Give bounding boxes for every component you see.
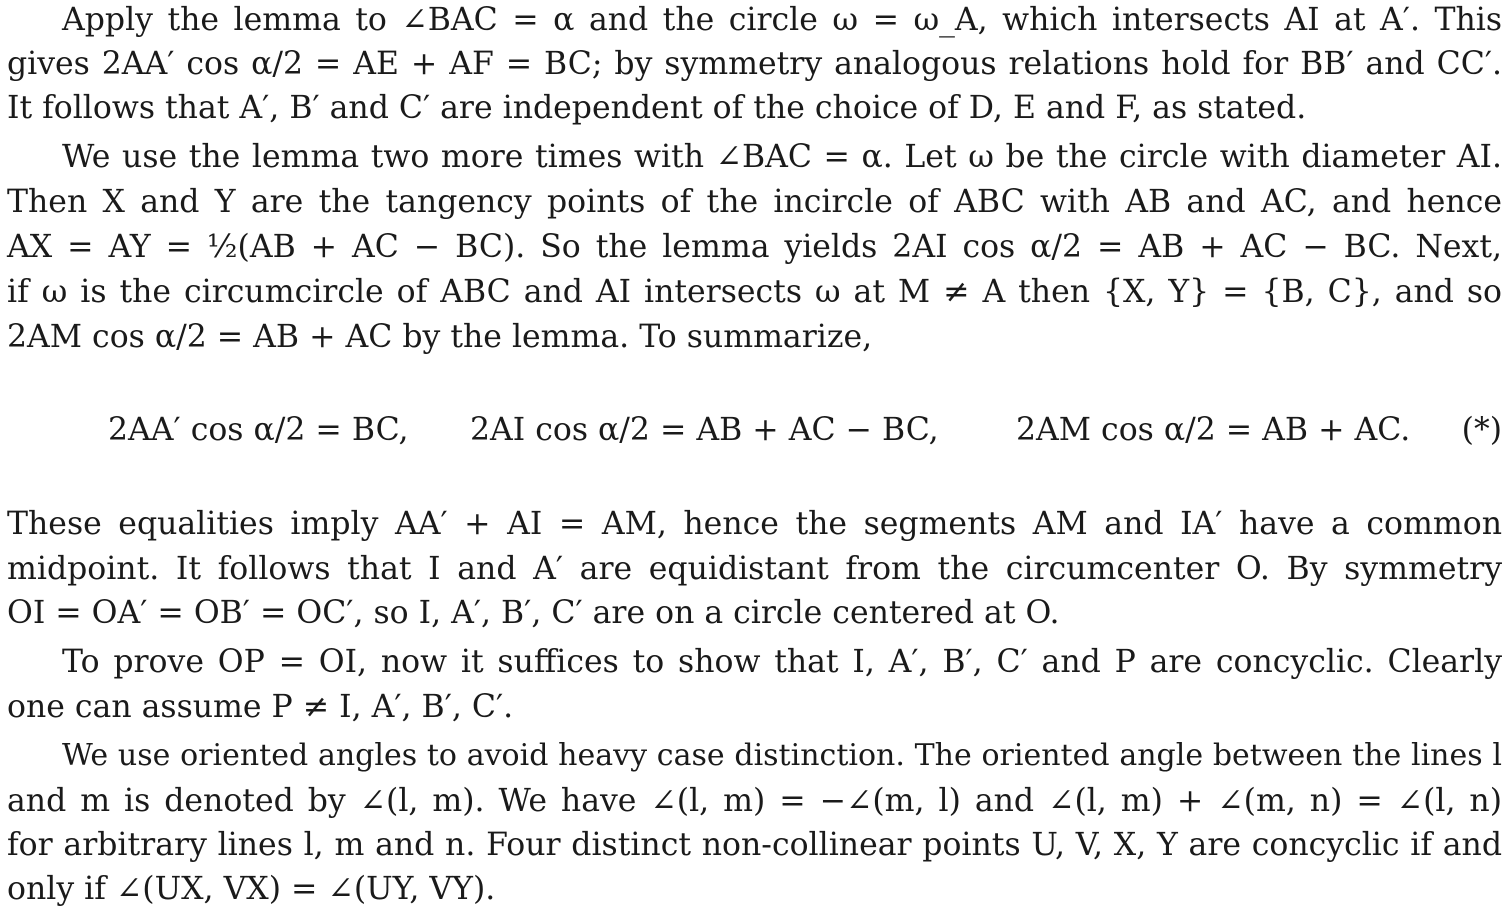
text-line: if ω is the circumcircle of ABC and AI intersects ω at M ≠ A then {X, Y} = {B, C}, and so <box>7 274 1502 310</box>
text-line: To prove OP = OI, now it suffices to show that I, A′, B′, C′ and P are concyclic. Clearly <box>62 644 1502 680</box>
text-line: 2AM cos α/2 = AB + AC by the lemma. To summarize, <box>7 319 873 355</box>
equation-part: 2AA′ cos α/2 = BC, <box>108 412 409 448</box>
text-line: for arbitrary lines l, m and n. Four distinct non-collinear points U, V, X, Y are concyclic if and <box>7 827 1502 863</box>
text-line: We use oriented angles to avoid heavy case distinction. The oriented angle between the lines l <box>62 738 1502 773</box>
display-equation <box>0 405 1509 455</box>
text-line: These equalities imply AA′ + AI = AM, hence the segments AM and IA′ have a common <box>7 506 1502 542</box>
text-line: It follows that A′, B′ and C′ are independent of the choice of D, E and F, as stated. <box>7 90 1307 126</box>
text-line: AX = AY = ½(AB + AC − BC). So the lemma yields 2AI cos α/2 = AB + AC − BC. Next, <box>7 229 1502 265</box>
equation-part: 2AM cos α/2 = AB + AC. <box>1016 412 1411 448</box>
text-line: We use the lemma two more times with ∠BAC = α. Let ω be the circle with diameter AI. <box>62 139 1502 175</box>
text-line: gives 2AA′ cos α/2 = AE + AF = BC; by symmetry analogous relations hold for BB′ and CC′. <box>7 46 1502 82</box>
text-line: one can assume P ≠ I, A′, B′, C′. <box>7 689 514 725</box>
equation-part: 2AI cos α/2 = AB + AC − BC, <box>470 412 939 448</box>
text-line: only if ∠(UX, VX) = ∠(UY, VY). <box>7 871 496 907</box>
text-line: Then X and Y are the tangency points of the incircle of ABC with AB and AC, and hence <box>7 184 1502 220</box>
equation-tag: (*) <box>1461 412 1502 448</box>
text-line: OI = OA′ = OB′ = OC′, so I, A′, B′, C′ are on a circle centered at O. <box>7 595 1060 631</box>
text-line: midpoint. It follows that I and A′ are equidistant from the circumcenter O. By symmetry <box>7 551 1502 587</box>
text-line: and m is denoted by ∠(l, m). We have ∠(l, m) = −∠(m, l) and ∠(l, m) + ∠(m, n) = ∠(l, n) <box>7 783 1502 819</box>
text-line: Apply the lemma to ∠BAC = α and the circle ω = ω_A, which intersects AI at A′. This <box>62 2 1502 38</box>
